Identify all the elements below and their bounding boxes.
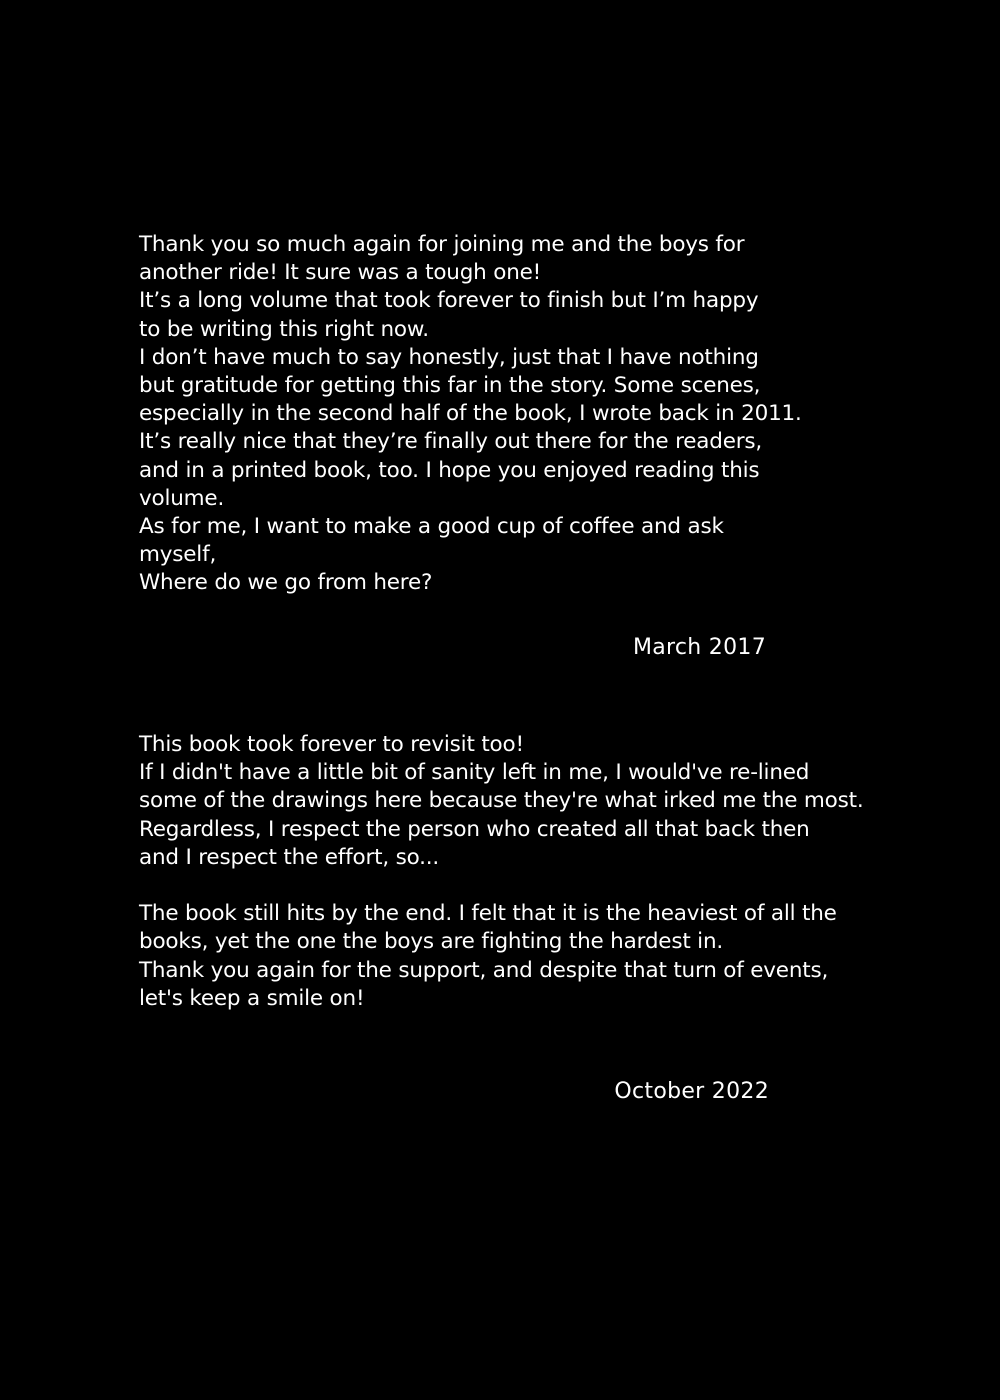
note-line: Where do we go from here? [139, 570, 433, 596]
note-line: Regardless, I respect the person who created all that back then [139, 816, 810, 842]
note-line: and in a printed book, too. I hope you enjoyed reading this [139, 457, 760, 483]
note-line: but gratitude for getting this far in the story. Some scenes, [139, 373, 761, 399]
note-line: If I didn't have a little bit of sanity left in me, I would've re-lined [139, 760, 810, 786]
note-line: It’s a long volume that took forever to finish but I’m happy [139, 288, 759, 314]
note-line: let's keep a smile on! [139, 985, 365, 1011]
note-line: myself, [139, 542, 217, 568]
note-date-2022: October 2022 [614, 1079, 769, 1104]
note-line: another ride! It sure was a tough one! [139, 260, 542, 286]
note-line: The book still hits by the end. I felt that it is the heaviest of all the [139, 901, 837, 927]
note-line: As for me, I want to make a good cup of coffee and ask [139, 514, 724, 540]
note-line: especially in the second half of the book, I wrote back in 2011. [139, 401, 802, 427]
note-line: Thank you again for the support, and despite that turn of events, [139, 957, 829, 983]
note-line: and I respect the effort, so... [139, 844, 440, 870]
note-line: This book took forever to revisit too! [139, 732, 524, 757]
note-line: It’s really nice that they’re finally out there for the readers, [139, 429, 763, 455]
afterword-note-2022 [139, 731, 864, 1013]
afterword-note-2017 [139, 231, 802, 598]
note-line: I don’t have much to say honestly, just that I have nothing [139, 344, 759, 370]
note-line: volume. [139, 485, 225, 511]
paragraph-break [139, 872, 864, 900]
note-line: Thank you so much again for joining me and the boys for [139, 232, 745, 257]
note-date-2017: March 2017 [632, 635, 766, 660]
note-line: to be writing this right now. [139, 316, 429, 342]
note-line: some of the drawings here because they're what irked me the most. [139, 788, 864, 814]
note-line: books, yet the one the boys are fighting the hardest in. [139, 929, 724, 955]
